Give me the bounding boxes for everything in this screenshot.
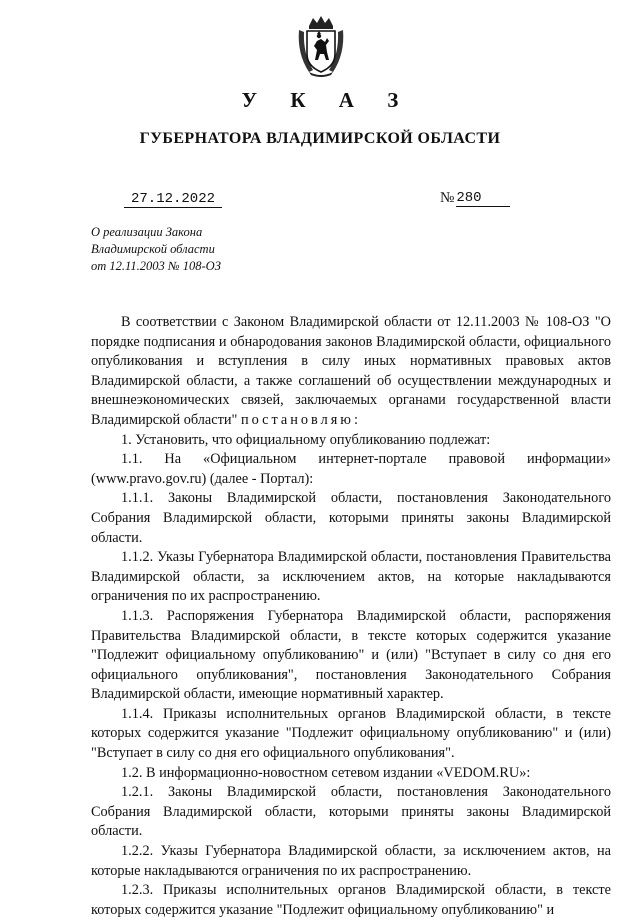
paragraph-1-2-1: 1.2.1. Законы Владимирской области, постановления Законодательного Собрания Владимирской области, которыми приняты законы Владимирской области.: [91, 784, 611, 840]
decree-body: [91, 313, 611, 920]
paragraph-1-2-3: 1.2.3. Приказы исполнительных органов Владимирской области, в тексте которых содержится указание "Подлежит официальному опубликованию" и: [91, 882, 611, 918]
subject-line: от 12.11.2003 № 108-ОЗ: [91, 259, 221, 273]
paragraph-1-2-2: 1.2.2. Указы Губернатора Владимирской области, за исключением актов, на которые накладываются ограничения по их распространению.: [91, 843, 611, 879]
paragraph-1-2: 1.2. В информационно-новостном сетевом издании «VEDOM.RU»:: [121, 764, 531, 781]
paragraph-1-1-4: 1.1.4. Приказы исполнительных органов Владимирской области, в тексте которых содержится указание "Подлежит официальному опубликованию" и (или) "Вступает в силу со дня его официального опубликования".: [91, 705, 611, 762]
paragraph-1-1-3: 1.1.3. Распоряжения Губернатора Владимирской области, распоряжения Правительства Владимирской области, в тексте которых содержится указание "Подлежит официальному опубликованию" и (или) "Вступает в силу со дня его официального опубликования", постановления Законодательного Собрания Владимирской области, имеющие нормативный характер.: [91, 607, 611, 703]
paragraph-1-1-1: 1.1.1. Законы Владимирской области, постановления Законодательного Собрания Владимирской области, которыми приняты законы Владимирской области.: [91, 490, 611, 546]
decree-number: [440, 190, 510, 207]
decree-word: постановляю:: [240, 411, 361, 428]
decree-date: 27.12.2022: [124, 191, 222, 208]
subject-line: Владимирской области: [91, 242, 215, 256]
paragraph-1-1: 1.1. На «Официальном интернет-портале правовой информации» (www.pravo.gov.ru) (далее - Портал):: [91, 451, 611, 487]
document-issuer: ГУБЕРНАТОРА ВЛАДИМИРСКОЙ ОБЛАСТИ: [139, 130, 501, 147]
paragraph-1: 1. Установить, что официальному опубликованию подлежат:: [121, 431, 491, 448]
document-title: У К А З: [241, 88, 413, 112]
preamble-text: В соответствии с Законом Владимирской области от 12.11.2003 № 108-ОЗ "О порядке подписания и обнародования законов Владимирской области, официального опубликования и вступления в силу иных нормативных правовых актов Владимирской области, а также соглашений об осуществлении международных и внешнеэкономических связей, заключаемых органами государственной власти Владимирской области": [91, 314, 611, 428]
decree-subject: [91, 224, 221, 275]
subject-line: О реализации Закона: [91, 225, 203, 239]
preamble-paragraph: [91, 313, 611, 431]
paragraph-1-1-2: 1.1.2. Указы Губернатора Владимирской области, постановления Правительства Владимирской области, за исключением актов, на которые накладываются ограничения по их распространению.: [91, 549, 611, 605]
number-sign: №: [440, 190, 455, 206]
number-value: 280: [456, 190, 510, 207]
coat-of-arms-icon: [295, 14, 347, 78]
